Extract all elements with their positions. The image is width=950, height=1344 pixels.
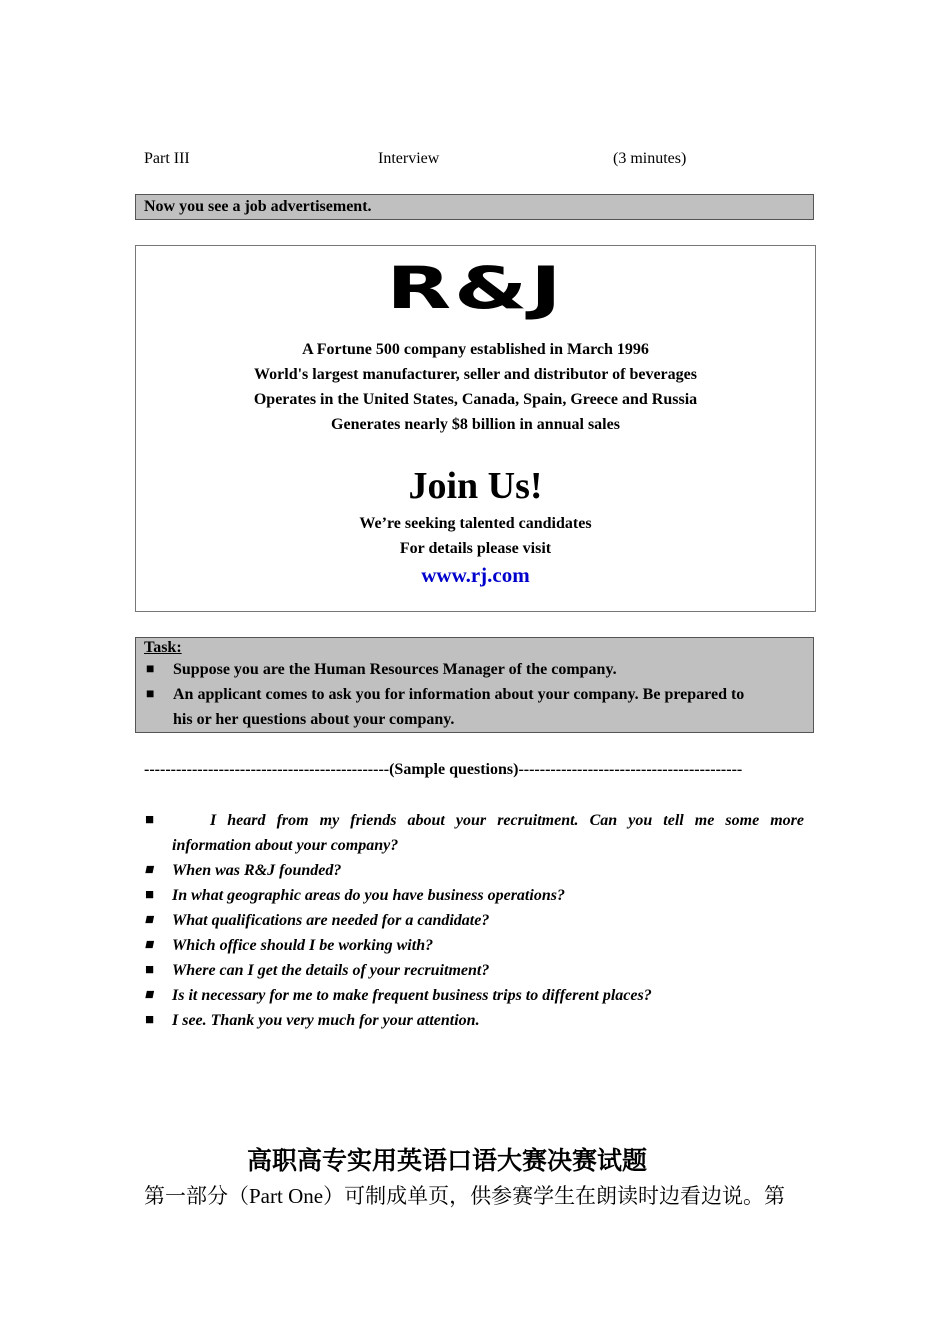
intro-box	[135, 194, 814, 220]
details-text: For details please visit	[399, 540, 552, 557]
ad-line: Operates in the United States, Canada, Spain, Greece and Russia	[253, 391, 698, 408]
task-item: An applicant comes to ask you for information about your company. Be prepared to	[173, 686, 745, 703]
competition-title: 高职高专实用英语口语大赛决赛试题	[247, 1146, 648, 1175]
seeking-text: We’re seeking talented candidates	[359, 515, 592, 532]
ad-line: World's largest manufacturer, seller and distributor of beverages	[254, 366, 697, 383]
question-item: What qualifications are needed for a candidate?	[172, 912, 490, 929]
question-item: I see. Thank you very much for your attention.	[172, 1012, 480, 1029]
intro-text: Now you see a job advertisement.	[144, 198, 372, 215]
square-bullet-icon: ■	[143, 987, 156, 1003]
company-logo	[136, 248, 815, 328]
square-bullet-icon: ■	[145, 962, 155, 978]
logo-text: R&J	[386, 254, 565, 322]
square-bullet-icon: ■	[146, 662, 155, 677]
time-limit: (3 minutes)	[613, 150, 687, 167]
competition-instructions: 第一部分（Part One）可制成单页，供参赛学生在朗读时边看边说。第	[144, 1184, 786, 1208]
section-title: Interview	[378, 150, 440, 167]
question-item: Is it necessary for me to make frequent business trips to different places?	[172, 987, 652, 1004]
square-bullet-icon: ■	[143, 937, 156, 953]
task-item-continuation: his or her questions about your company.	[173, 711, 455, 728]
square-bullet-icon: ■	[145, 1012, 155, 1028]
question-item: When was R&J founded?	[172, 862, 342, 879]
question-item: In what geographic areas do you have business operations?	[172, 887, 565, 904]
task-box	[135, 637, 814, 733]
part-label: Part III	[144, 150, 190, 167]
join-heading: Join Us!	[408, 465, 543, 507]
task-label: Task:	[144, 639, 182, 656]
question-item: Where can I get the details of your recruitment?	[172, 962, 490, 979]
ad-line: Generates nearly $8 billion in annual sales	[331, 416, 620, 433]
question-item: Which office should I be working with?	[172, 937, 434, 954]
square-bullet-icon: ■	[145, 812, 155, 828]
square-bullet-icon: ■	[146, 687, 155, 702]
question-item: I heard from my friends about your recruitment. Can you tell me some more	[210, 812, 804, 829]
sample-questions-divider: ----------------------------------------------(Sample questions)------------------------------------------	[144, 761, 743, 778]
ad-line: A Fortune 500 company established in March 1996	[302, 341, 649, 358]
job-advertisement	[135, 245, 816, 612]
task-item: Suppose you are the Human Resources Manager of the company.	[173, 661, 617, 678]
square-bullet-icon: ■	[145, 887, 155, 903]
square-bullet-icon: ■	[143, 912, 156, 928]
square-bullet-icon: ■	[143, 862, 156, 878]
company-url[interactable]: www.rj.com	[421, 563, 530, 587]
question-item-continuation: information about your company?	[172, 837, 399, 854]
